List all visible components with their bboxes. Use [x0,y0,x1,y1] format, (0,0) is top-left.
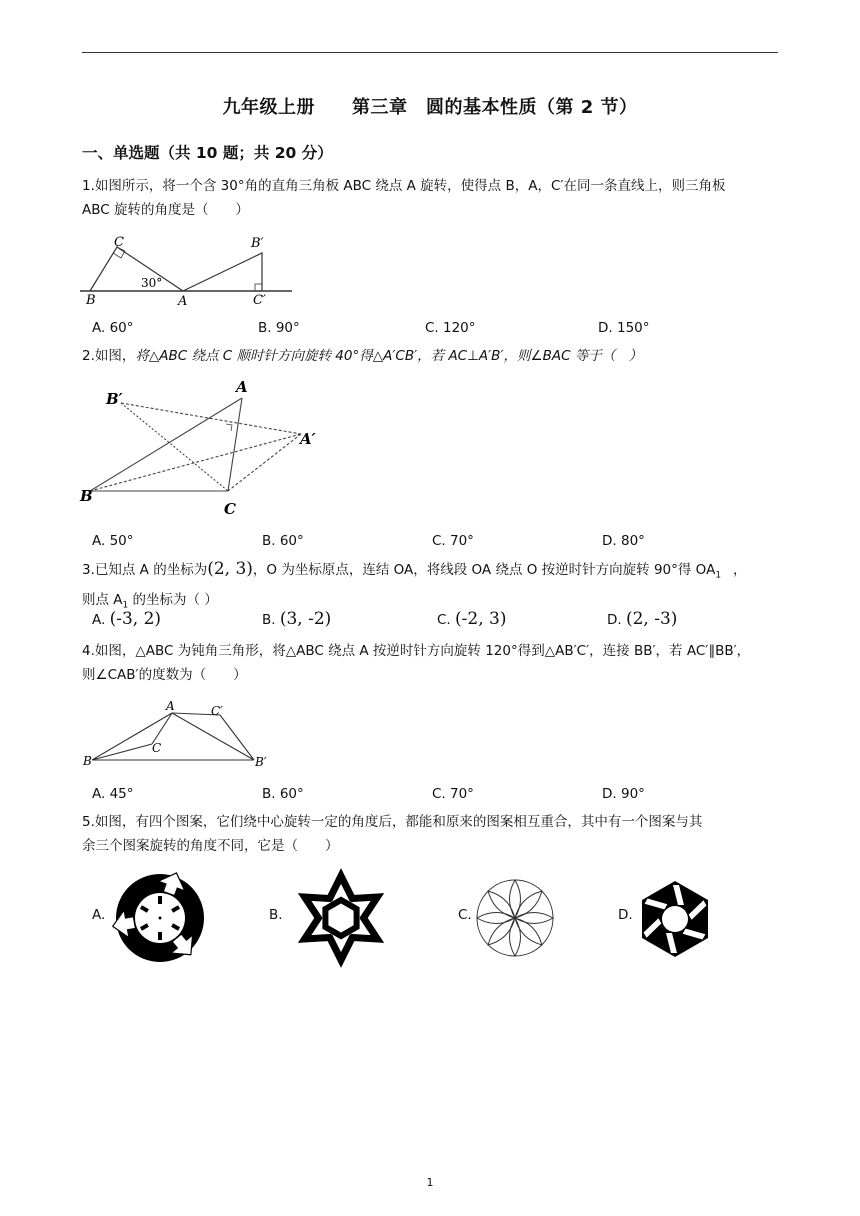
q3-option-a[interactable]: A. (-3, 2) [92,609,162,629]
question-1-figure [80,230,295,308]
q1-label-30: 30° [141,276,163,290]
q3-option-d[interactable]: D. (2, -3) [607,609,678,629]
q5-pattern-d[interactable] [634,878,716,960]
q4-label-b: B [83,754,92,768]
question-3-text: 3.已知点 A 的坐标为(2, 3)，O 为坐标原点，连结 OA，将线段 OA 绕点 O 按逆时针方向旋转 90°得 $OA_1$ ， 则点 $A_1$ 的坐标为（ ） [82,559,747,611]
q2-label-c: C [224,500,236,518]
q2-option-d[interactable]: D. 80° [602,533,645,549]
q2-option-b[interactable]: B. 60° [262,533,304,549]
q4-label-cp: C′ [211,704,223,718]
q5-pattern-a[interactable] [108,868,212,968]
page-title: 九年级上册 第三章 圆的基本性质（第 2 节） [222,97,638,118]
q5-option-c-label[interactable]: C. [458,907,472,923]
q2-option-c[interactable]: C. 70° [432,533,474,549]
question-2-figure [78,376,338,522]
q5-option-d-label[interactable]: D. [618,907,633,923]
question-5-text: 5.如图，有四个图案，它们绕中心旋转一定的角度后，都能和原来的图案相互重合，其中有一个图案与其 余三个图案旋转的角度不同，它是（ ） [82,814,703,854]
q4-label-bp: B′ [255,755,267,769]
q1-option-a[interactable]: A. 60° [92,320,134,336]
question-2-text: 2.如图，将△ABC 绕点 C 顺时针方向旋转 40°得△A′CB′，若 AC⊥A′B′，则∠BAC 等于（ ） [82,348,643,364]
q1-label-c: C [114,235,124,250]
q1-label-a: A [178,294,188,308]
q5-option-b-label[interactable]: B. [269,907,283,923]
q1-option-b[interactable]: B. 90° [258,320,300,336]
q3-option-b[interactable]: B. (3, -2) [262,609,332,629]
q1-label-b: B [86,293,96,308]
page-number: 1 [426,1176,434,1189]
question-1-text: 1.如图所示，将一个含 30°角的直角三角板 ABC 绕点 A 旋转，使得点 B，A，C′在同一条直线上，则三角板 ABC 旋转的角度是（ ） [82,178,726,218]
q4-label-c: C [152,741,162,755]
q5-pattern-b[interactable] [286,868,396,968]
q2-label-bp: B′ [106,390,123,408]
q3-coord: (2, 3) [207,559,253,579]
q1-option-c[interactable]: C. 120° [425,320,476,336]
q4-option-a[interactable]: A. 45° [92,786,134,802]
q1-option-d[interactable]: D. 150° [598,320,650,336]
q4-option-c[interactable]: C. 70° [432,786,474,802]
q2-option-a[interactable]: A. 50° [92,533,134,549]
q5-option-a-label[interactable]: A. [92,907,106,923]
q1-label-bp: B′ [251,236,264,251]
q4-option-d[interactable]: D. 90° [602,786,645,802]
section-heading: 一、单选题（共 10 题；共 20 分） [82,144,333,162]
q2-label-a: A [236,378,248,396]
question-4-figure [80,696,280,772]
q2-label-ap: A′ [300,430,316,448]
q4-option-b[interactable]: B. 60° [262,786,304,802]
header-rule [82,52,778,53]
question-4-text: 4.如图，△ABC 为钝角三角形，将△ABC 绕点 A 按逆时针方向旋转 120°得到△AB′C′，连接 BB′，若 AC′∥BB′， 则∠CAB′的度数为（ ） [82,643,751,683]
q3-option-c[interactable]: C. (-2, 3) [437,609,507,629]
q5-pattern-c[interactable] [473,876,557,960]
q1-label-cp: C′ [253,293,266,308]
q4-label-a: A [166,699,175,713]
q2-label-b: B [80,487,93,505]
